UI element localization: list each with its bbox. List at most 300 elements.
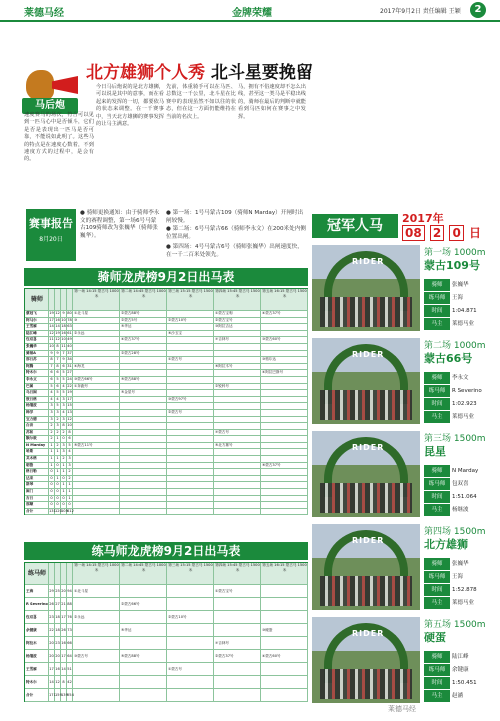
row-count: 1 bbox=[49, 449, 55, 456]
jockey-table-title: 骑师龙虎榜9月2日出马表 bbox=[24, 268, 308, 286]
row-name: 吉日 bbox=[25, 496, 49, 503]
headline-black: 北斗星要挽留 bbox=[210, 63, 313, 83]
row-count: 105 bbox=[61, 509, 67, 516]
table-row bbox=[25, 496, 308, 503]
row-race-entry: ⑤北方雄号 bbox=[214, 443, 261, 450]
detail-key: 骑师 bbox=[424, 558, 450, 570]
row-count: 0 bbox=[55, 502, 61, 509]
header-name: 练马师 bbox=[25, 563, 49, 585]
jockey-table bbox=[24, 288, 308, 515]
row-count: 3 bbox=[67, 456, 73, 463]
row-count: 3 bbox=[67, 463, 73, 470]
row-count: 2 bbox=[67, 476, 73, 483]
row-race-entry bbox=[120, 436, 167, 443]
row-count: 5 bbox=[67, 443, 73, 450]
row-count: 1 bbox=[67, 482, 73, 489]
row-race-entry bbox=[261, 689, 308, 702]
row-race-entry bbox=[120, 364, 167, 371]
row-count: 10 bbox=[49, 344, 55, 351]
detail-value: 莱德马业 bbox=[452, 414, 475, 420]
row-count: 10 bbox=[67, 423, 73, 430]
row-race-entry bbox=[214, 476, 261, 483]
row-race-entry bbox=[73, 463, 120, 470]
row-name: 包双喜 bbox=[25, 611, 49, 624]
detail-key: 骑师 bbox=[424, 372, 450, 384]
row-race-entry: ③蒙古60号 bbox=[261, 337, 308, 344]
row-race-entry bbox=[167, 377, 214, 384]
row-race-entry bbox=[73, 456, 120, 463]
row-race-entry: ②蒙古88号 bbox=[120, 311, 167, 318]
row-race-entry bbox=[120, 489, 167, 496]
row-race-entry bbox=[73, 397, 120, 404]
detail-row bbox=[424, 372, 490, 384]
row-count: 26 bbox=[61, 624, 67, 637]
row-race-entry bbox=[73, 357, 120, 364]
detail-row bbox=[424, 597, 490, 609]
row-race-entry bbox=[120, 443, 167, 450]
table-row bbox=[25, 469, 308, 476]
detail-key: 练马师 bbox=[424, 292, 450, 304]
row-count: 78 bbox=[67, 318, 73, 325]
row-race-entry bbox=[261, 384, 308, 391]
row-race-entry bbox=[120, 509, 167, 516]
row-race-entry: ②蒙古28号 bbox=[120, 351, 167, 358]
row-race-entry bbox=[120, 410, 167, 417]
table-row bbox=[25, 509, 308, 516]
row-race-entry bbox=[261, 663, 308, 676]
row-race-entry bbox=[261, 417, 308, 424]
row-name: 图门 bbox=[25, 489, 49, 496]
row-count: 131 bbox=[49, 509, 55, 516]
table-row bbox=[25, 650, 308, 663]
row-count: 23 bbox=[49, 611, 55, 624]
champion-race-4 bbox=[312, 524, 490, 612]
section-title: 金牌荣耀 bbox=[232, 8, 272, 19]
row-race-entry bbox=[261, 469, 308, 476]
row-race-entry bbox=[167, 456, 214, 463]
table-row bbox=[25, 637, 308, 650]
row-count: 8 bbox=[49, 357, 55, 364]
detail-row bbox=[424, 584, 490, 596]
row-race-entry bbox=[167, 324, 214, 331]
report-item-4: ● 第四场：4号马蒙古6号（骑师张巍华）出闸速度快，在一千二百米处领先。 bbox=[166, 244, 303, 258]
rider-banner: RIDER bbox=[352, 443, 385, 452]
row-race-entry bbox=[214, 357, 261, 364]
row-race-entry bbox=[261, 397, 308, 404]
champion-race-3 bbox=[312, 431, 490, 519]
row-race-entry bbox=[214, 502, 261, 509]
row-race-entry bbox=[261, 585, 308, 598]
trainer_table-body bbox=[25, 585, 308, 702]
row-race-entry bbox=[167, 463, 214, 470]
detail-key: 时间 bbox=[424, 677, 450, 689]
detail-key: 马主 bbox=[424, 690, 450, 702]
row-count: 1 bbox=[67, 489, 73, 496]
race-label: 第五场 1500m bbox=[424, 620, 486, 630]
row-count: 0 bbox=[49, 489, 55, 496]
row-count: 76 bbox=[67, 611, 73, 624]
table-row bbox=[25, 663, 308, 676]
table-row bbox=[25, 390, 308, 397]
winning-horse: 硬蛋 bbox=[424, 631, 446, 644]
champions-date bbox=[402, 210, 481, 240]
row-count: 17 bbox=[61, 650, 67, 663]
row-count: 14 bbox=[55, 324, 61, 331]
row-count: 2 bbox=[67, 469, 73, 476]
row-race-entry bbox=[261, 410, 308, 417]
detail-key: 时间 bbox=[424, 491, 450, 503]
detail-key: 练马师 bbox=[424, 571, 450, 583]
row-race-entry bbox=[214, 663, 261, 676]
race-details bbox=[424, 372, 490, 424]
row-count: 2 bbox=[61, 430, 67, 437]
detail-key: 时间 bbox=[424, 398, 450, 410]
row-race-entry bbox=[261, 377, 308, 384]
row-count: 22 bbox=[49, 624, 55, 637]
row-race-entry: ③硬蛋 bbox=[261, 624, 308, 637]
row-count: 0 bbox=[55, 463, 61, 470]
row-race-entry bbox=[261, 423, 308, 430]
table-row bbox=[25, 357, 308, 364]
row-race-entry bbox=[120, 482, 167, 489]
row-race-entry: ⑦蒙古号 bbox=[214, 430, 261, 437]
detail-value: 莱德马业 bbox=[452, 321, 475, 327]
detail-key: 时间 bbox=[424, 305, 450, 317]
row-count: 1 bbox=[61, 482, 67, 489]
row-race-entry bbox=[261, 318, 308, 325]
race-label: 第四场 1500m bbox=[424, 527, 486, 537]
row-count: 120 bbox=[55, 509, 61, 516]
row-count: 0 bbox=[61, 496, 67, 503]
column-tag: 马后炮 bbox=[22, 98, 78, 114]
row-count: 1 bbox=[55, 436, 61, 443]
row-race-entry bbox=[120, 344, 167, 351]
row-count: 19 bbox=[55, 331, 61, 338]
row-race-entry: ②蒙古37号 bbox=[214, 650, 261, 663]
row-race-entry bbox=[120, 502, 167, 509]
detail-row bbox=[424, 571, 490, 583]
row-count: 1 bbox=[49, 443, 55, 450]
row-name: 陆江峰 bbox=[25, 331, 49, 338]
row-count: 12 bbox=[55, 337, 61, 344]
report-title: 赛事报告 bbox=[29, 217, 73, 230]
table-row bbox=[25, 318, 308, 325]
detail-row bbox=[424, 558, 490, 570]
race-label: 第二场 1000m bbox=[424, 341, 486, 351]
row-race-entry: ④蒙古37号 bbox=[261, 311, 308, 318]
row-race-entry bbox=[167, 502, 214, 509]
row-race-entry: ⑦吉林号 bbox=[214, 337, 261, 344]
row-count: 5 bbox=[55, 377, 61, 384]
row-count: 1 bbox=[49, 463, 55, 470]
row-count: 66 bbox=[67, 637, 73, 650]
winner-photo bbox=[312, 617, 420, 703]
row-race-entry: ④海龙 bbox=[73, 364, 120, 371]
winning-horse: 蒙古109号 bbox=[424, 259, 480, 272]
table-row bbox=[25, 384, 308, 391]
row-count: 11 bbox=[49, 337, 55, 344]
row-count: 0 bbox=[61, 476, 67, 483]
row-count: 7 bbox=[55, 357, 61, 364]
row-race-entry: ①北斗星 bbox=[73, 311, 120, 318]
row-race-entry: ⑤蒙古88号 bbox=[120, 377, 167, 384]
row-race-entry: ③ bbox=[73, 318, 120, 325]
row-race-entry bbox=[73, 436, 120, 443]
row-count: 554 bbox=[67, 689, 73, 702]
row-name: N Marday bbox=[25, 443, 49, 450]
row-count: 16 bbox=[55, 318, 61, 325]
row-count: 2 bbox=[61, 456, 67, 463]
row-race-entry bbox=[261, 509, 308, 516]
row-name: 巴图 bbox=[25, 384, 49, 391]
row-count: 42 bbox=[67, 676, 73, 689]
row-race-entry bbox=[261, 611, 308, 624]
header-race-4: 第四场 15:45 蒙古马 1500米 bbox=[214, 289, 261, 311]
row-race-entry bbox=[214, 469, 261, 476]
header-race-2: 第二场 14:45 蒙古马 1000米 bbox=[120, 289, 167, 311]
rider-banner: RIDER bbox=[352, 536, 385, 545]
table-row bbox=[25, 676, 308, 689]
row-race-entry: ②蒙古5号 bbox=[120, 318, 167, 325]
detail-row bbox=[424, 465, 490, 477]
row-race-entry: ②永远 bbox=[73, 331, 120, 338]
detail-value: 陆江峰 bbox=[452, 654, 469, 660]
row-race-entry: ⑤蒙古88号 bbox=[120, 650, 167, 663]
row-count: 14 bbox=[61, 663, 67, 676]
row-race-entry bbox=[73, 689, 120, 702]
row-race-entry bbox=[167, 403, 214, 410]
row-race-entry bbox=[73, 324, 120, 331]
row-count: 16 bbox=[61, 331, 67, 338]
row-count: 19 bbox=[49, 311, 55, 318]
champion-race-1 bbox=[312, 245, 490, 333]
header-name: 骑师 bbox=[25, 289, 49, 311]
table-row bbox=[25, 324, 308, 331]
row-race-entry bbox=[214, 689, 261, 702]
report-item-2: ● 第一场：1号马蒙古109（骑师N Marday）开闸时出闸较慢。 bbox=[166, 210, 304, 224]
row-race-entry: ②锐科号 bbox=[214, 384, 261, 391]
row-race-entry bbox=[120, 469, 167, 476]
row-race-entry bbox=[120, 357, 167, 364]
row-race-entry bbox=[73, 502, 120, 509]
row-count: 0 bbox=[55, 489, 61, 496]
row-count: 0 bbox=[49, 476, 55, 483]
row-name: 杨继波 bbox=[25, 650, 49, 663]
row-name: 斯琴 bbox=[25, 482, 49, 489]
row-count: 0 bbox=[49, 469, 55, 476]
winner-group bbox=[320, 483, 412, 513]
detail-key: 练马师 bbox=[424, 478, 450, 490]
table-row bbox=[25, 585, 308, 598]
row-race-entry bbox=[120, 417, 167, 424]
row-race-entry bbox=[73, 390, 120, 397]
row-count: 12 bbox=[55, 311, 61, 318]
row-count: 0 bbox=[61, 436, 67, 443]
detail-value: 1:04.871 bbox=[452, 308, 477, 314]
row-count: 40 bbox=[67, 344, 73, 351]
table-row bbox=[25, 476, 308, 483]
row-count: 3 bbox=[61, 449, 67, 456]
row-race-entry bbox=[167, 585, 214, 598]
row-count: 61 bbox=[67, 331, 73, 338]
detail-row bbox=[424, 305, 490, 317]
row-count: 9 bbox=[61, 311, 67, 318]
header-race-5: 第五场 16:15 蒙古马 1500米 bbox=[261, 563, 308, 585]
winner-photo bbox=[312, 431, 420, 517]
row-race-entry: ①蒙古号 bbox=[167, 663, 214, 676]
row-count: 2 bbox=[49, 423, 55, 430]
row-race-entry bbox=[120, 637, 167, 650]
row-race-entry bbox=[167, 417, 214, 424]
row-count: 24 bbox=[67, 377, 73, 384]
row-count: 3 bbox=[49, 410, 55, 417]
row-count: 5 bbox=[55, 403, 61, 410]
row-count: 3 bbox=[49, 403, 55, 410]
winner-group bbox=[320, 297, 412, 327]
row-count: 20 bbox=[49, 650, 55, 663]
row-count: 2 bbox=[55, 430, 61, 437]
row-race-entry bbox=[167, 676, 214, 689]
detail-value: 赵涵 bbox=[452, 693, 464, 699]
row-name: 阿马尔 bbox=[25, 318, 49, 325]
row-count: 0 bbox=[55, 496, 61, 503]
table-row bbox=[25, 598, 308, 611]
row-race-entry bbox=[214, 482, 261, 489]
race-label: 第三场 1500m bbox=[424, 434, 486, 444]
article-para-1: 速度赛马的场次，符合可以见到一匹马心中是否倾斗，它们是否是表现出一匹马是否可靠，不能说如此明了。这些马的特点是在速度心数着，不到速度方式的过程中，是会有的。 bbox=[24, 112, 94, 163]
row-race-entry bbox=[261, 449, 308, 456]
row-count: 4 bbox=[55, 397, 61, 404]
row-count: 20 bbox=[61, 585, 67, 598]
detail-value: 莱德马业 bbox=[452, 600, 475, 606]
row-race-entry: ④蒙古37号 bbox=[120, 337, 167, 344]
row-count: 5 bbox=[49, 384, 55, 391]
winning-horse: 北方雄狮 bbox=[424, 538, 468, 551]
row-name: 白音 bbox=[25, 423, 49, 430]
row-race-entry: ①蒙古号 bbox=[167, 357, 214, 364]
row-count: 5 bbox=[55, 390, 61, 397]
table-row bbox=[25, 430, 308, 437]
row-race-entry: ①北斗星 bbox=[73, 585, 120, 598]
champions-day-a: 2 bbox=[430, 225, 444, 241]
row-race-entry bbox=[120, 403, 167, 410]
row-count: 7 bbox=[61, 351, 67, 358]
rider-banner: RIDER bbox=[352, 257, 385, 266]
article-para-4: 马，拥有不俗速度却不怎么出线，甚至这一类马是平稳出线的，骑师在最后的判断中就能看到马匹如何在赛事之中发挥。 bbox=[238, 84, 306, 120]
race-details bbox=[424, 651, 490, 703]
detail-row bbox=[424, 690, 490, 702]
row-race-entry: ①奔跑号 bbox=[73, 384, 120, 391]
row-race-entry bbox=[214, 370, 261, 377]
row-count: 3 bbox=[61, 403, 67, 410]
row-race-entry bbox=[167, 482, 214, 489]
row-count: 8 bbox=[61, 423, 67, 430]
row-race-entry: ③蒙古66号 bbox=[73, 377, 120, 384]
row-name: 敖日格 bbox=[25, 397, 49, 404]
row-count: 1 bbox=[49, 456, 55, 463]
table-row bbox=[25, 443, 308, 450]
row-race-entry bbox=[73, 417, 120, 424]
row-race-entry bbox=[261, 430, 308, 437]
winning-horse: 蒙古66号 bbox=[424, 352, 473, 365]
row-name: 张巍华 bbox=[25, 344, 49, 351]
row-count: 3 bbox=[49, 417, 55, 424]
row-count: 23 bbox=[55, 637, 61, 650]
detail-row bbox=[424, 677, 490, 689]
champions-day-b: 0 bbox=[449, 225, 463, 241]
row-name: 余键康 bbox=[25, 624, 49, 637]
row-race-entry bbox=[120, 663, 167, 676]
row-count: 27 bbox=[67, 370, 73, 377]
article-para-3: 先前，体重骑手可以在马匹、总数这一千公里，北斗星在比赛中的表现虽然不如以往的状态，但在这一方面仍能维持在当前的名次上。 bbox=[166, 84, 236, 120]
row-race-entry: ⑥蒙古37号 bbox=[261, 463, 308, 470]
row-race-entry bbox=[120, 476, 167, 483]
row-race-entry bbox=[120, 397, 167, 404]
detail-value: 杨继波 bbox=[452, 507, 469, 513]
row-count: 6 bbox=[49, 377, 55, 384]
row-count: 6 bbox=[61, 364, 67, 371]
row-count: 0 bbox=[49, 496, 55, 503]
detail-row bbox=[424, 664, 490, 676]
detail-value: 张巍华 bbox=[452, 561, 469, 567]
row-count: 20 bbox=[55, 650, 61, 663]
row-count: 21 bbox=[61, 598, 67, 611]
detail-row bbox=[424, 651, 490, 663]
row-race-entry bbox=[214, 598, 261, 611]
row-count: 3 bbox=[61, 443, 67, 450]
row-race-entry: ⑥沙玉宝 bbox=[167, 331, 214, 338]
row-race-entry bbox=[120, 370, 167, 377]
table-row bbox=[25, 502, 308, 509]
row-race-entry bbox=[261, 489, 308, 496]
row-count: 51 bbox=[67, 663, 73, 676]
detail-key: 练马师 bbox=[424, 664, 450, 676]
table-row bbox=[25, 370, 308, 377]
table-header-row bbox=[25, 563, 308, 585]
row-count: 80 bbox=[67, 311, 73, 318]
row-count: 10 bbox=[61, 318, 67, 325]
header-race-1: 第一场 14:15 蒙古马 1000米 bbox=[73, 289, 120, 311]
row-race-entry bbox=[120, 676, 167, 689]
row-race-entry bbox=[214, 351, 261, 358]
row-count: 1 bbox=[55, 456, 61, 463]
page-number: 2 bbox=[470, 2, 486, 18]
row-race-entry bbox=[120, 463, 167, 470]
race-label: 第一场 1000m bbox=[424, 248, 486, 258]
row-count: 18 bbox=[55, 611, 61, 624]
row-count: 9 bbox=[61, 357, 67, 364]
row-race-entry bbox=[261, 403, 308, 410]
report-item-3: ● 第二场：6号马蒙古66（骑师李永文）在200米处内侧位置出闸。 bbox=[166, 226, 306, 240]
row-count: 26 bbox=[49, 598, 55, 611]
row-count: 1 bbox=[55, 469, 61, 476]
row-count: 11 bbox=[61, 344, 67, 351]
row-race-entry bbox=[73, 482, 120, 489]
row-race-entry bbox=[261, 496, 308, 503]
row-race-entry bbox=[73, 637, 120, 650]
row-race-entry bbox=[167, 370, 214, 377]
row-name: 达来 bbox=[25, 476, 49, 483]
detail-row bbox=[424, 279, 490, 291]
row-race-entry bbox=[73, 351, 120, 358]
detail-key: 骑师 bbox=[424, 279, 450, 291]
row-race-entry bbox=[214, 489, 261, 496]
row-race-entry: ②蒙古宝号 bbox=[214, 318, 261, 325]
rider-banner: RIDER bbox=[352, 350, 385, 359]
row-count: 8 bbox=[67, 430, 73, 437]
row-name: 那日苏 bbox=[25, 357, 49, 364]
row-count: 15 bbox=[67, 403, 73, 410]
